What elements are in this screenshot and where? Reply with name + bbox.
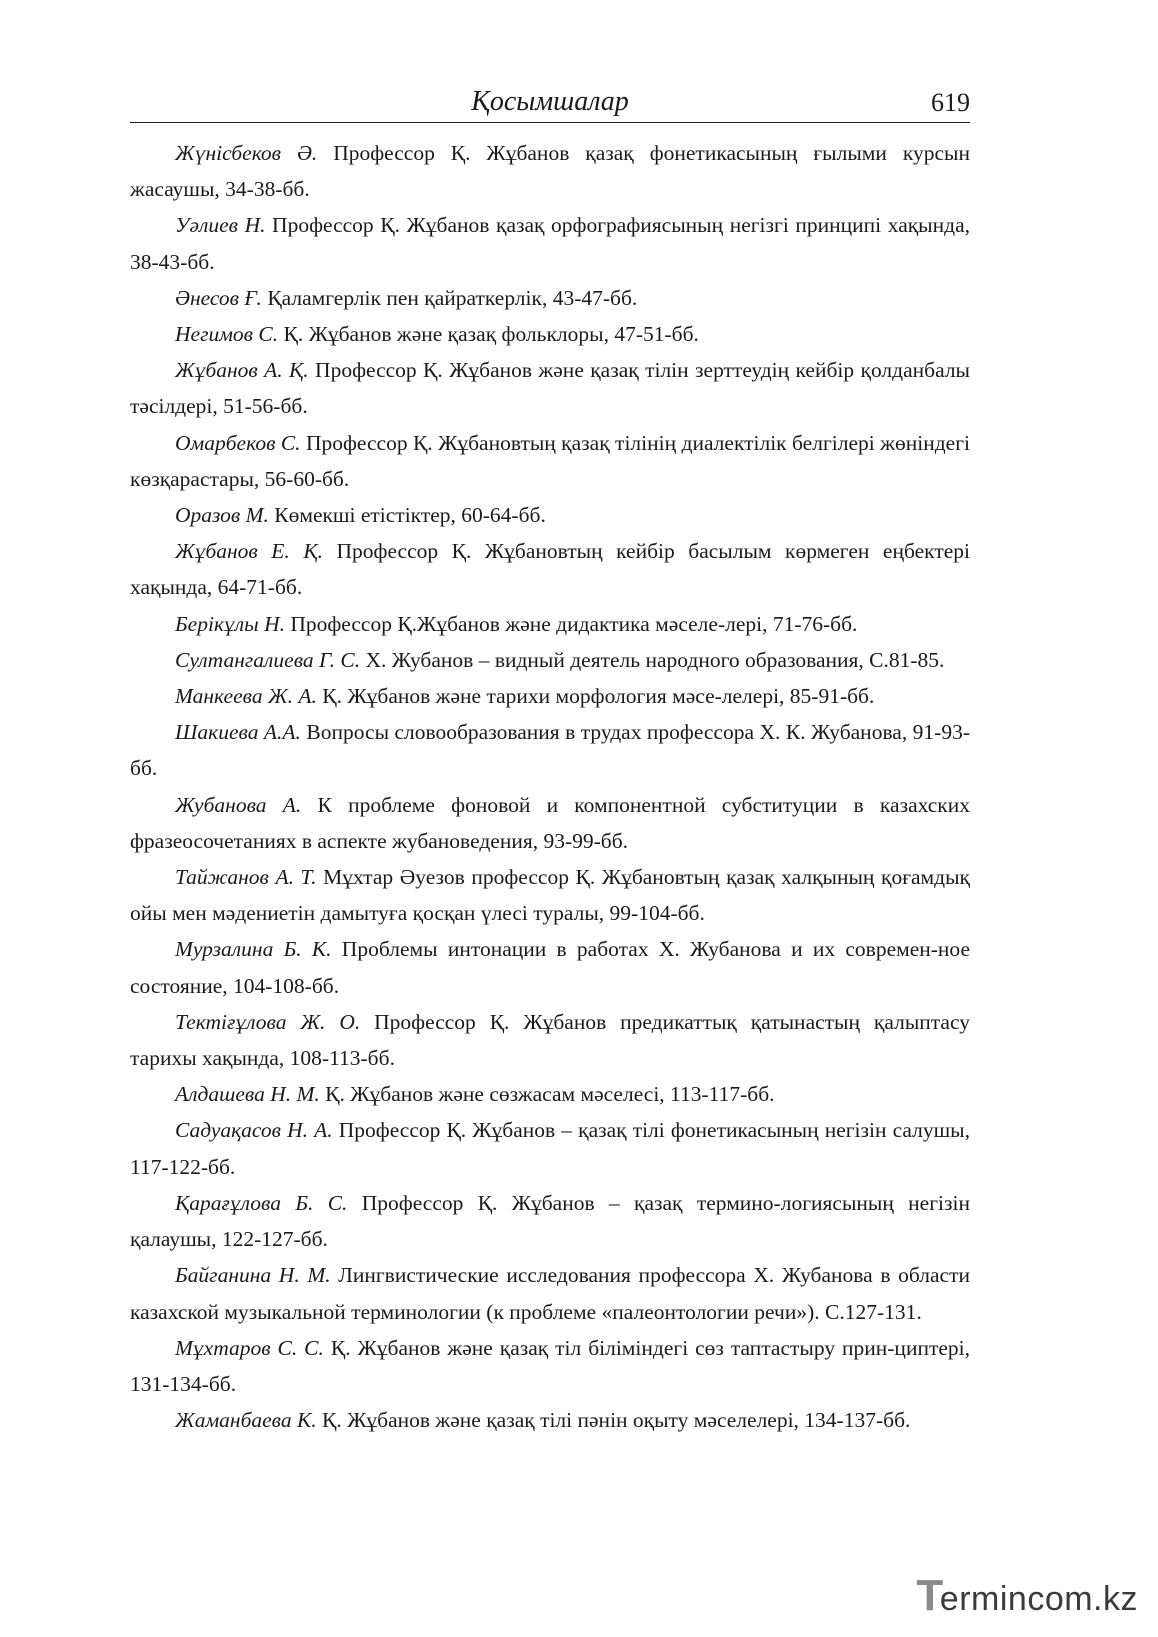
entry-text: Қ. Жұбанов және қазақ тілі пәнін оқыту мәселелері, 134-137-бб. <box>316 1408 911 1433</box>
entry-text: Мұхтар Әуезов профессор Қ. Жұбановтың қазақ халқының қоғамдық ойы мен мәдениетін дамытуға қосқан үлесі туралы, 99-104-бб. <box>130 865 970 926</box>
entry-text: Х. Жубанов – видный деятель народного образования, С.81-85. <box>360 647 945 672</box>
entry-author: Тектіғұлова Ж. О. <box>175 1009 361 1034</box>
entry-author: Негимов С. <box>175 322 279 347</box>
entry-text: Профессор Қ. Жұбанов предикаттық қатынастың қалыптасу тарихы хақында, 108-113-бб. <box>130 1009 970 1071</box>
page-number: 619 <box>931 88 970 117</box>
entry-author: Жұбанов А. Қ. <box>175 358 309 383</box>
entry-author: Берікұлы Н. <box>175 611 285 636</box>
bibliography-entry <box>130 1076 970 1112</box>
entry-text: К проблеме фоновой и компонентной субституции в казахских фразеосочетаниях в аспекте жубановедения, 93-99-бб. <box>130 792 970 853</box>
entry-author: Әнесов Ғ. <box>175 285 262 310</box>
entry-author: Манкеева Ж. А. <box>175 684 317 709</box>
entry-author: Мұхтаров С. С. <box>175 1335 324 1360</box>
entry-author: Омарбеков С. <box>175 430 301 455</box>
entry-author: Тайжанов А. Т. <box>175 865 317 890</box>
watermark-prefix: T <box>916 1571 944 1620</box>
bibliography-entry <box>130 1004 970 1076</box>
entry-text: Қ. Жұбанов және қазақ фольклоры, 47-51-бб. <box>278 322 699 347</box>
entry-text: Профессор Қ. Жұбанов қазақ фонетикасының ғылыми курсын жасаушы, 34-38-бб. <box>130 141 970 202</box>
bibliography-entry <box>130 642 970 678</box>
entry-text: Профессор Қ.Жұбанов және дидактика мәселе-лері, 71-76-бб. <box>284 611 858 636</box>
entry-text: Профессор Қ. Жұбанов – қазақ тілі фонетикасының негізін салушы, 117-122-бб. <box>130 1118 970 1179</box>
watermark-text: ermincom.kz <box>939 1580 1138 1618</box>
bibliography-entry <box>130 1402 970 1438</box>
entry-text: Профессор Қ. Жұбановтың қазақ тілінің диалектілік белгілері жөніндегі көзқарастары, 56-60-бб. <box>130 430 970 491</box>
bibliography-entry <box>130 280 970 316</box>
bibliography-entry <box>130 931 970 1003</box>
bibliography-entry <box>130 533 970 605</box>
bibliography-entry <box>130 135 970 207</box>
entry-author: Қарағұлова Б. С. <box>175 1190 348 1215</box>
entry-text: Профессор Қ. Жұбанов және қазақ тілін зерттеудің кейбір қолданбалы тәсілдері, 51-56-бб. <box>130 358 970 419</box>
bibliography-entry <box>130 678 970 714</box>
bibliography-entry <box>130 425 970 497</box>
entry-author: Жүнісбеков Ә. <box>175 141 318 165</box>
page-header <box>130 84 970 123</box>
entry-text: Лингвистические исследования профессора Х. Жубанова в области казахской музыкальной терминологии (к проблеме «палеонтологии речи»). С.127-131. <box>130 1263 971 1324</box>
entry-author: Шакиева А.А. <box>175 720 301 745</box>
entry-author: Алдашева Н. М. <box>175 1082 320 1107</box>
bibliography-entry <box>130 606 970 642</box>
entry-author: Байганина Н. М. <box>175 1263 331 1288</box>
entry-text: Профессор Қ. Жұбанов қазақ орфографиясының негізгі принципі хақында, 38-43-бб. <box>130 213 970 274</box>
watermark-logo <box>916 1571 1138 1621</box>
bibliography-entry <box>130 1185 970 1257</box>
header-title: Қосымшалар <box>471 86 629 117</box>
bibliography-entry <box>130 859 970 931</box>
bibliography-entry <box>130 1257 970 1329</box>
entry-author: Жаманбаева К. <box>175 1408 317 1433</box>
entry-text: Профессор Қ. Жұбановтың кейбір басылым көрмеген еңбектері хақында, 64-71-бб. <box>130 539 970 600</box>
bibliography-list <box>130 135 970 1438</box>
entry-text: Проблемы интонации в работах Х. Жубанова и их современ-ное состояние, 104-108-бб. <box>130 937 970 998</box>
entry-author: Уәлиев Н. <box>175 213 266 238</box>
entry-author: Султангалиева Г. С. <box>175 647 361 672</box>
bibliography-entry <box>130 207 970 279</box>
entry-text: Профессор Қ. Жұбанов – қазақ термино-логиясының негізін қалаушы, 122-127-бб. <box>130 1190 970 1252</box>
bibliography-entry <box>130 497 970 533</box>
entry-author: Мурзалина Б. К. <box>175 937 332 962</box>
entry-text: Қ. Жұбанов және тарихи морфология мәсе-лелері, 85-91-бб. <box>316 684 875 709</box>
bibliography-entry <box>130 714 970 786</box>
entry-author: Жұбанов Е. Қ. <box>175 539 323 564</box>
bibliography-entry <box>130 316 970 352</box>
entry-text: Вопросы словообразования в трудах профессора Х. К. Жубанова, 91-93-бб. <box>130 720 970 781</box>
entry-author: Садуақасов Н. А. <box>175 1118 333 1143</box>
entry-text: Қаламгерлік пен қайраткерлік, 43-47-бб. <box>261 285 638 310</box>
entry-author: Жубанова А. <box>175 792 302 817</box>
entry-text: Қ. Жұбанов және қазақ тіл біліміндегі сөз таптастыру прин-циптері, 131-134-бб. <box>130 1335 970 1396</box>
bibliography-entry <box>130 1330 970 1402</box>
entry-author: Оразов М. <box>175 503 269 528</box>
bibliography-entry <box>130 1112 970 1184</box>
entry-text: Көмекші етістіктер, 60-64-бб. <box>268 503 546 528</box>
bibliography-entry <box>130 787 970 859</box>
bibliography-entry <box>130 352 970 424</box>
entry-text: Қ. Жұбанов және сөзжасам мәселесі, 113-117-бб. <box>319 1082 775 1107</box>
